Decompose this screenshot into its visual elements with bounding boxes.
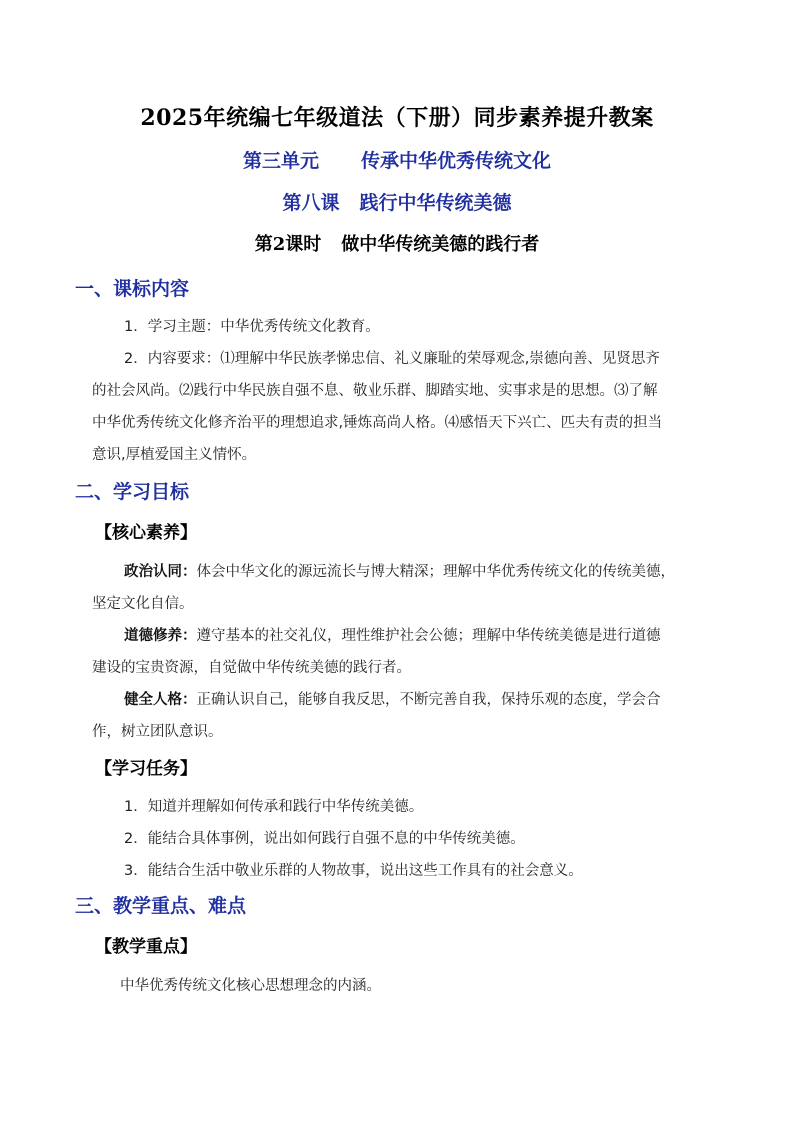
political-identity-line-1: [124, 560, 675, 581]
learning-task-1: 1．知道并理解如何传承和践行中华传统美德。: [124, 799, 424, 815]
moral-cultivation-text: 遵守基本的社交礼仪，理性维护社会公德；理解中华传统美德是进行道德: [196, 628, 661, 644]
teaching-key-text: 中华优秀传统文化核心思想理念的内涵。: [120, 978, 381, 994]
curriculum-item-2-line-1: 2．内容要求：⑴理解中华民族孝悌忠信、礼义廉耻的荣辱观念,崇德向善、见贤思齐: [124, 351, 660, 367]
political-identity-line-2: 坚定文化自信。: [92, 596, 194, 612]
curriculum-item-2-line-2: 的社会风尚。⑵践行中华民族自强不息、敬业乐群、脚踏实地、实事求是的思想。⑶了解: [92, 383, 658, 399]
period-name: 做中华传统美德的践行者: [341, 234, 540, 255]
learning-task-3: 3．能结合生活中敬业乐群的人物故事，说出这些工作具有的社会意义。: [124, 863, 583, 879]
period-label: 第2课时: [254, 234, 322, 255]
curriculum-item-2-line-4: 意识,厚植爱国主义情怀。: [92, 447, 257, 463]
moral-cultivation-label: 道德修养：: [124, 628, 197, 644]
moral-cultivation-line-2: 建设的宝贵资源，自觉做中华传统美德的践行者。: [92, 660, 411, 676]
lesson-name: 践行中华传统美德: [359, 192, 512, 214]
core-literacy-heading: 【核心素养】: [95, 523, 197, 543]
unit-label: 第三单元: [242, 150, 319, 172]
lesson-title: [0, 188, 794, 215]
unit-title: [0, 146, 794, 173]
sound-personality-line-1: [124, 688, 661, 709]
moral-cultivation-line-1: [124, 624, 661, 645]
period-title: [0, 230, 794, 256]
sound-personality-text: 正确认识自己，能够自我反思，不断完善自我，保持乐观的态度，学会合: [196, 692, 661, 708]
unit-name: 传承中华优秀传统文化: [361, 150, 552, 172]
section-heading-key-points: 三、教学重点、难点: [75, 895, 247, 917]
section-heading-objectives: 二、学习目标: [75, 481, 190, 503]
political-identity-label: 政治认同：: [124, 564, 197, 580]
curriculum-item-2-line-3: 中华优秀传统文化修齐治平的理想追求,锤炼高尚人格。⑷感悟天下兴亡、匹夫有责的担当: [92, 415, 663, 431]
lesson-label: 第八课: [282, 192, 340, 214]
learning-tasks-heading: 【学习任务】: [95, 759, 197, 779]
sound-personality-label: 健全人格：: [124, 692, 197, 708]
curriculum-item-1: 1．学习主题：中华优秀传统文化教育。: [124, 319, 380, 335]
document-title: 2025年统编七年级道法（下册）同步素养提升教案: [140, 105, 654, 131]
teaching-key-heading: 【教学重点】: [95, 937, 197, 957]
section-heading-curriculum: 一、课标内容: [75, 278, 190, 300]
learning-task-2: 2．能结合具体事例，说出如何践行自强不息的中华传统美德。: [124, 831, 525, 847]
sound-personality-line-2: 作，树立团队意识。: [92, 724, 223, 740]
political-identity-text: 体会中华文化的源远流长与博大精深；理解中华优秀传统文化的传统美德，: [196, 564, 675, 580]
